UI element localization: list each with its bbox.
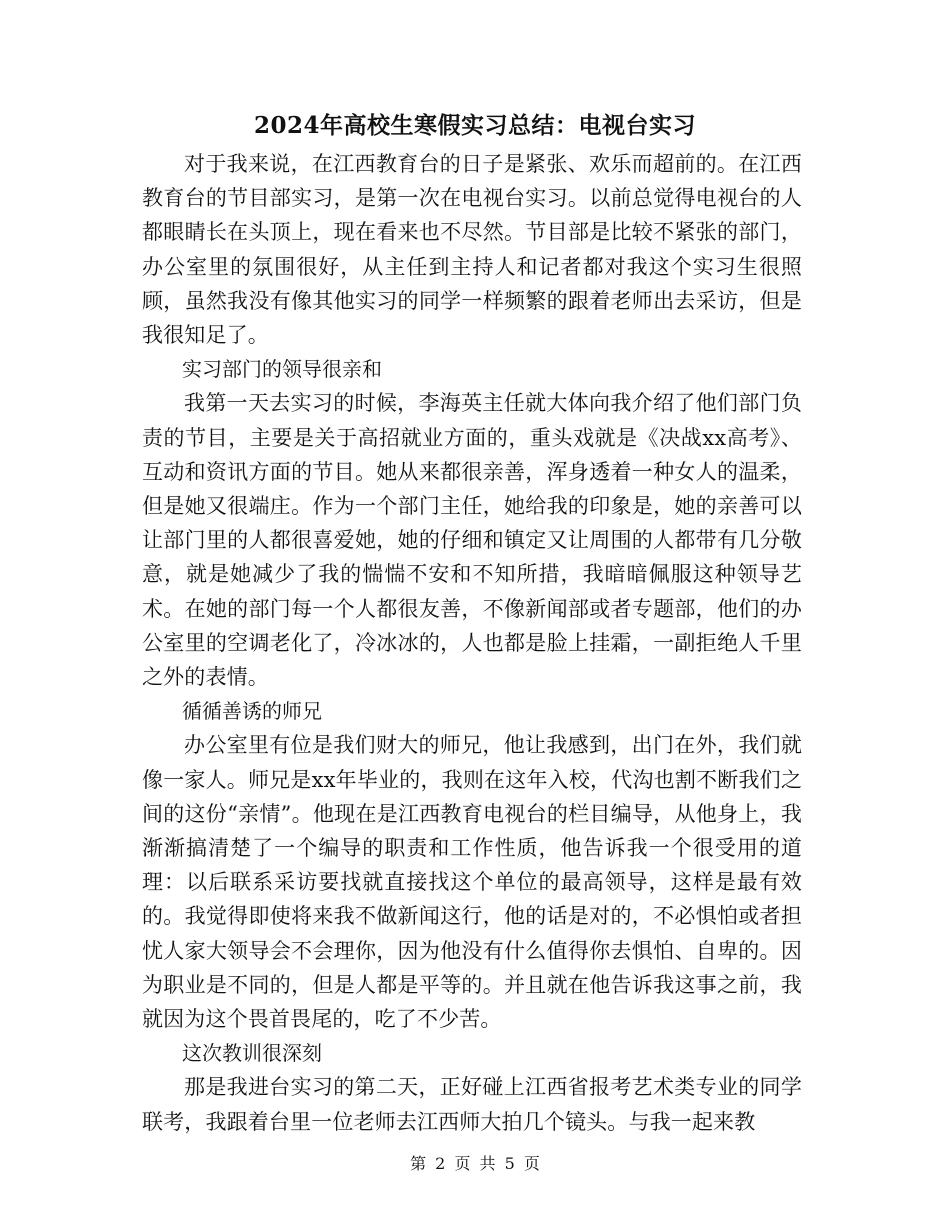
paragraph-leader: 我第一天去实习的时候，李海英主任就大体向我介绍了他们部门负责的节目，主要是关于高招就业方面的，重头戏就是《决战xx高考》、互动和资讯方面的节目。她从来都很亲善，浑身透着一种女人的温柔，但是她又很端庄。作为一个部门主任，她给我的印象是，她的亲善可以让部门里的人都很喜爱她，她的仔细和镇定又让周围的人都带有几分敬意，就是她减少了我的惴惴不安和不知所措，我暗暗佩服这种领导艺术。在她的部门每一个人都很友善，不像新闻部或者专题部，他们的办公室里的空调老化了，冷冰冰的，人也都是脸上挂霜，一副拒绝人千里之外的表情。: [142, 391, 802, 690]
document-title: 2024年高校生寒假实习总结：电视台实习: [253, 112, 696, 139]
paragraph-intro: 对于我来说，在江西教育台的日子是紧张、欢乐而超前的。在江西教育台的节目部实习，是第一次在电视台实习。以前总觉得电视台的人都眼睛长在头顶上，现在看来也不尽然。节目部是比较不紧张的部门，办公室里的氛围很好，从主任到主持人和记者都对我这个实习生很照顾，虽然我没有像其他实习的同学一样频繁的跟着老师出去采访，但是我很知足了。: [142, 152, 802, 348]
section-heading-leader: 实习部门的领导很亲和: [182, 357, 382, 382]
page-number-footer: 第 2 页 共 5 页: [410, 1154, 540, 1173]
section-heading-senior: 循循善诱的师兄: [182, 699, 322, 724]
document-body: [142, 147, 802, 1139]
paragraph-lesson: 那是我进台实习的第二天，正好碰上江西省报考艺术类专业的同学联考，我跟着台里一位老师去江西师大拍几个镜头。与我一起来教: [142, 1075, 802, 1134]
section-heading-lesson: 这次教训很深刻: [182, 1041, 322, 1066]
paragraph-senior: 办公室里有位是我们财大的师兄，他让我感到，出门在外，我们就像一家人。师兄是xx年毕业的，我则在这年入校，代沟也割不断我们之间的这份“亲情”。他现在是江西教育电视台的栏目编导，从他身上，我渐渐搞清楚了一个编导的职责和工作性质，他告诉我一个很受用的道理：以后联系采访要找就直接找这个单位的最高领导，这样是最有效的。我觉得即使将来我不做新闻这行，他的话是对的，不必惧怕或者担忧人家大领导会不会理你，因为他没有什么值得你去惧怕、自卑的。因为职业是不同的，但是人都是平等的。并且就在他告诉我这事之前，我就因为这个畏首畏尾的，吃了不少苦。: [142, 733, 802, 1032]
